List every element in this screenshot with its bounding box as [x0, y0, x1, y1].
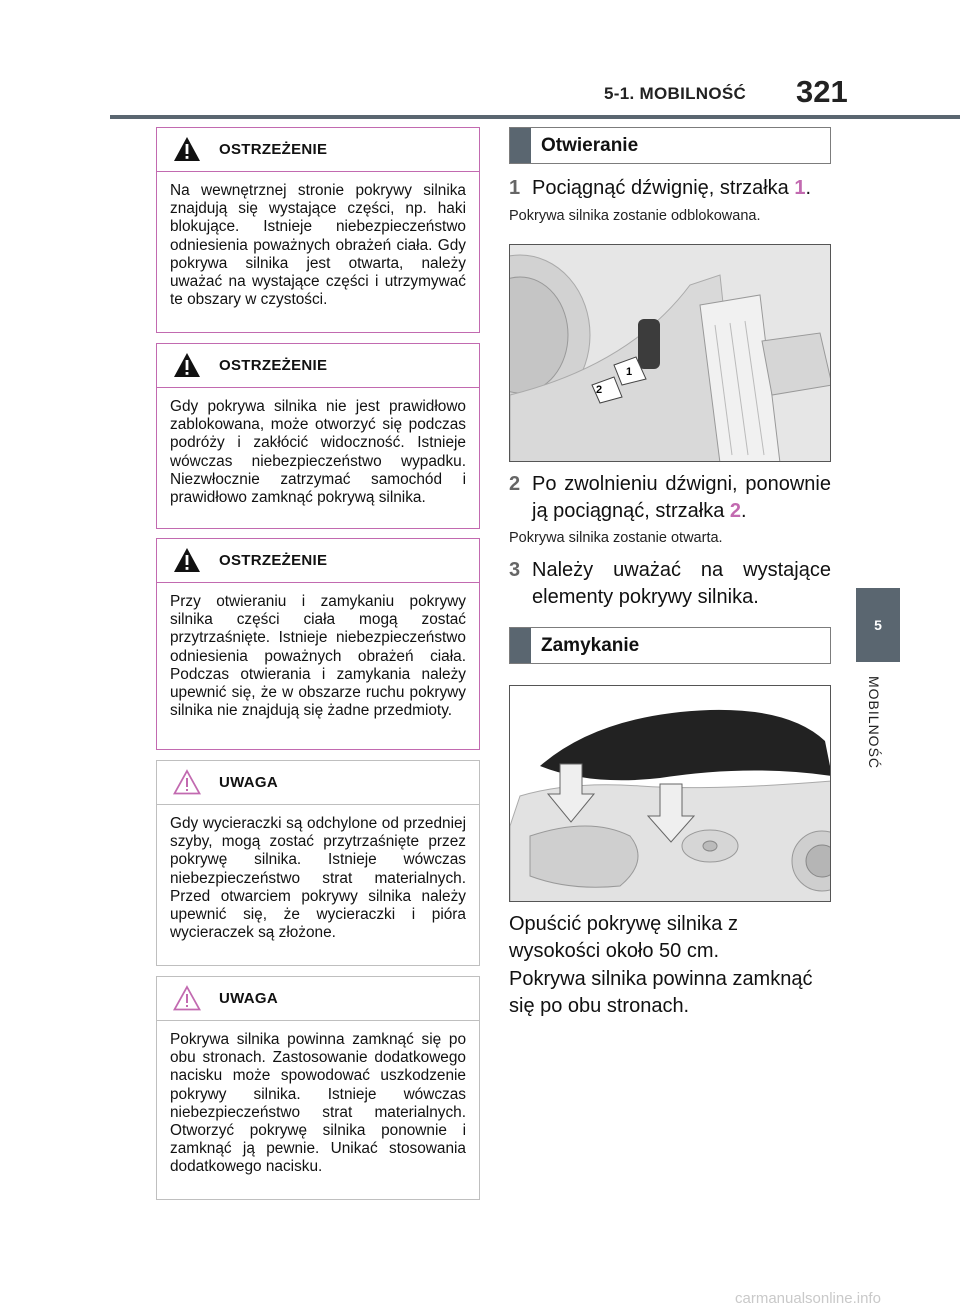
step-text: Należy uważać na wystające elementy pokrywy silnika. [532, 559, 831, 608]
hood-lever-illustration [510, 245, 831, 462]
step-number: 1 [509, 177, 521, 199]
step-end: . [805, 177, 812, 199]
step-end: . [741, 500, 747, 522]
warning-header [157, 128, 479, 172]
note-header [157, 977, 479, 1021]
chapter-tab: 5 [856, 588, 900, 662]
header-divider [110, 115, 960, 119]
warning-triangle-icon [173, 547, 201, 573]
section-header-title: Zamykanie [541, 634, 640, 656]
chapter-label: MOBILNOŚĆ [866, 676, 882, 770]
section-header-title: Otwieranie [541, 134, 639, 156]
step-number: 2 [509, 473, 521, 495]
section-title: 5-1. MOBILNOŚĆ [604, 84, 747, 103]
step-1 [509, 175, 831, 202]
warning-text: Na wewnętrznej stronie pokrywy silnika znajdują się wystające części, np. haki blokujące. Istnieje niebezpieczeństwo odniesienia poważnych obrażeń ciała. Gdy pokrywa silnika jest otwarta, należy uważać na wystające części i utrzymywać te obszary w czystości. [170, 182, 466, 309]
warning-box-1 [156, 127, 480, 333]
warning-title: OSTRZEŻENIE [219, 552, 328, 569]
warning-text: Gdy pokrywa silnika nie jest prawidłowo zablokowana, może otworzyć się podczas podróży i zakłócić widoczność. Istnieje wówczas niebezpieczeństwo wypadku. Niezwłocznie zatrzymać samochód i prawidłowo zamknąć pokrywą silnika. [170, 398, 466, 507]
warning-text: Przy otwieraniu i zamykaniu pokrywy silnika części ciała mogą zostać przytrzaśnięte. Istnieje niebezpieczeństwo odniesienia poważnych obrażeń ciała. Podczas otwierania i zamykania należy upewnić się, że w obszarze ruchu pokrywy silnika nie znajdują się żadne przedmioty. [170, 593, 466, 720]
warning-header [157, 539, 479, 583]
watermark: carmanualsonline.info [735, 1290, 881, 1307]
figure-label-1: 1 [626, 366, 633, 378]
hood-lever-figure [509, 244, 831, 462]
section-header-opening [509, 127, 831, 164]
step-2-note: Pokrywa silnika zostanie otwarta. [509, 530, 723, 546]
closing-paragraph-2: Pokrywa silnika powinna zamknąć się po obu stronach. [509, 968, 813, 1017]
warning-title: OSTRZEŻENIE [219, 357, 328, 374]
step-2 [509, 471, 831, 525]
warning-triangle-icon [173, 136, 201, 162]
warning-box-3 [156, 538, 480, 750]
note-text: Gdy wycieraczki są odchylone od przedniej szyby, mogą zostać przytrzaśnięte przez pokrywę silnika. Istnieje wówczas niebezpieczeństwo strat materialnych. Przed otwarciem pokrywy silnika należy upewnić się, że wycieraczki i pióra wycieraczek są złożone. [170, 815, 466, 942]
note-box-2 [156, 976, 480, 1200]
caution-triangle-icon [173, 985, 201, 1011]
warning-triangle-icon [173, 352, 201, 378]
hood-closing-figure [509, 685, 831, 902]
figure-label-2: 2 [596, 384, 603, 396]
caution-triangle-icon [173, 769, 201, 795]
warning-title: OSTRZEŻENIE [219, 141, 328, 158]
warning-header [157, 344, 479, 388]
note-title: UWAGA [219, 990, 278, 1007]
step-3 [509, 557, 831, 611]
step-text: Po zwolnieniu dźwigni, ponownie ją pociągnąć, strzałka [532, 473, 831, 522]
hood-closing-illustration [510, 686, 831, 902]
step-text: Pociągnąć dźwignię, strzałka [532, 177, 795, 199]
warning-box-2 [156, 343, 480, 529]
step-number: 3 [509, 559, 521, 581]
section-header-bar [510, 128, 531, 163]
page-number: 321 [796, 74, 848, 109]
arrow-reference: 1 [794, 177, 806, 199]
closing-paragraph-1: Opuścić pokrywę silnika z wysokości około 50 cm. [509, 913, 738, 962]
note-text: Pokrywa silnika powinna zamknąć się po obu stronach. Zastosowanie dodatkowego nacisku może spowodować uszkodzenie pokrywy silnika. Istnieje wówczas niebezpieczeństwo strat materialnych. Otworzyć pokrywę silnika ponownie i zamknąć ją pewnie. Unikać stosowania dodatkowego nacisku. [170, 1031, 466, 1176]
arrow-reference: 2 [729, 500, 742, 522]
note-title: UWAGA [219, 774, 278, 791]
section-header-closing [509, 627, 831, 664]
note-header [157, 761, 479, 805]
note-box-1 [156, 760, 480, 966]
step-1-note: Pokrywa silnika zostanie odblokowana. [509, 208, 761, 224]
section-header-bar [510, 628, 531, 663]
